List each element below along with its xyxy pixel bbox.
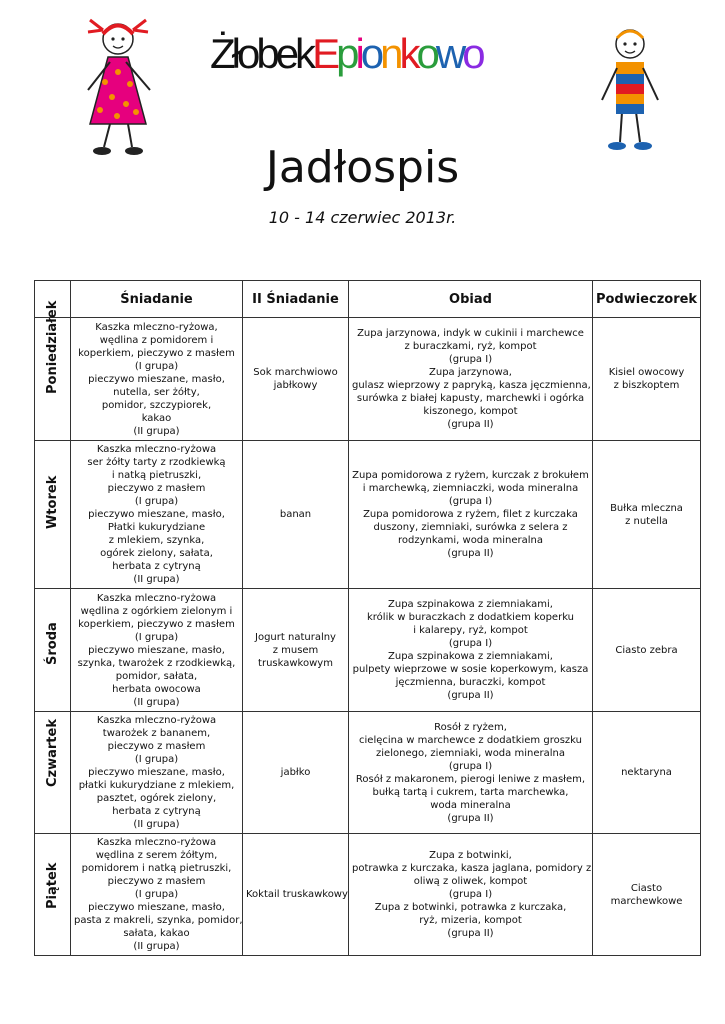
menu-line: Kaszka mleczno-ryżowa, <box>95 321 218 333</box>
menu-line: (grupa II) <box>447 928 494 939</box>
menu-line: Kaszka mleczno-ryżowa <box>96 444 217 455</box>
snack-cell <box>593 441 701 589</box>
menu-line: (II grupa) <box>133 425 180 437</box>
menu-line: oliwą z oliwek, kompot <box>413 876 528 887</box>
menu-line: pulpety wieprzowe w sosie koperkowym, kasza <box>352 664 589 675</box>
menu-line: jabłko <box>280 767 311 778</box>
day-label: Piątek <box>45 862 60 909</box>
menu-body <box>35 300 701 956</box>
menu-line: Zupa pomidorowa z ryżem, kurczak z brokułem <box>352 470 589 481</box>
breakfast-cell <box>71 589 243 712</box>
lunch-cell <box>349 441 593 589</box>
menu-line: pomidor, sałata, <box>115 670 198 682</box>
menu-line: Ciasto <box>630 882 663 894</box>
day-cell <box>35 589 71 712</box>
logo-letter: o <box>462 30 482 77</box>
day-label: Wtorek <box>45 475 60 529</box>
header-snack: Podwieczorek <box>593 281 701 318</box>
menu-line: marchewkowe <box>610 895 683 907</box>
menu-line: (grupa II) <box>447 690 494 701</box>
menu-line: Sok marchwiowo <box>253 367 338 378</box>
second-breakfast-cell <box>243 834 349 956</box>
menu-line: (II grupa) <box>133 941 180 952</box>
snack-cell <box>593 318 701 441</box>
menu-line: twarożek z bananem, <box>102 728 211 739</box>
menu-line: pieczywo mieszane, masło, <box>88 767 225 778</box>
menu-line: wędlina z pomidorem i <box>99 334 214 346</box>
menu-line: (grupa I) <box>448 638 493 649</box>
lunch-cell <box>349 318 593 441</box>
snack-cell <box>593 712 701 834</box>
menu-line: jęczmienna, buraczki, kompot <box>395 677 546 688</box>
menu-line: ogórek zielony, sałata, <box>100 548 213 559</box>
logo-letter: n <box>380 30 400 77</box>
day-label: Czwartek <box>45 719 60 787</box>
menu-line: pieczywo mieszane, masło, <box>88 902 225 913</box>
menu-line: i natką pietruszki, <box>111 470 202 481</box>
menu-line: sałata, kakao <box>123 928 190 939</box>
menu-line: (grupa II) <box>447 419 494 430</box>
menu-line: Zupa jarzynowa, <box>429 367 512 378</box>
menu-line: z nutella <box>625 515 668 527</box>
breakfast-cell <box>71 441 243 589</box>
menu-line: z mlekiem, szynka, <box>108 535 205 546</box>
menu-line: pasta z makreli, szynka, pomidor, <box>74 915 243 926</box>
menu-line: Koktail truskawkowy <box>246 889 348 900</box>
girl-illustration <box>70 12 165 157</box>
lunch-cell <box>349 589 593 712</box>
menu-line: Płatki kukurydziane <box>107 522 206 533</box>
menu-line: królik w buraczkach z dodatkiem koperku <box>366 612 575 623</box>
logo-letter: E <box>312 30 337 77</box>
menu-line: rodzynkami, woda mineralna <box>398 535 543 546</box>
menu-line: Kaszka mleczno-ryżowa <box>96 592 217 604</box>
second-breakfast-cell <box>243 589 349 712</box>
second-breakfast-cell <box>243 318 349 441</box>
table-row <box>35 589 701 712</box>
menu-line: (I grupa) <box>134 496 179 507</box>
menu-line: wędlina z serem żółtym, <box>95 850 218 861</box>
menu-line: koperkiem, pieczywo z masłem <box>78 347 235 359</box>
menu-line: Zupa z botwinki, potrawka z kurczaka, <box>374 902 567 913</box>
menu-line: herbata owocowa <box>112 683 201 695</box>
header-lunch: Obiad <box>349 281 593 318</box>
second-breakfast-cell <box>243 712 349 834</box>
menu-line: Kaszka mleczno-ryżowa <box>96 837 217 848</box>
menu-line: pieczywo mieszane, masło, <box>88 644 225 656</box>
menu-line: ryż, mizeria, kompot <box>419 915 522 926</box>
table-row <box>35 318 701 441</box>
menu-line: (I grupa) <box>134 889 179 900</box>
menu-line: banan <box>279 509 312 520</box>
menu-line: pomidor, szczypiorek, <box>101 399 212 411</box>
menu-line: Zupa z botwinki, <box>429 850 512 861</box>
menu-table <box>34 280 701 956</box>
menu-line: woda mineralna <box>430 799 511 811</box>
day-cell <box>35 712 71 834</box>
logo-letter: k <box>399 30 417 77</box>
lunch-cell <box>349 712 593 834</box>
menu-line: jabłkowy <box>273 380 318 391</box>
menu-line: (grupa II) <box>447 812 494 824</box>
menu-line: nutella, ser żółty, <box>113 386 200 398</box>
menu-line: szynka, twarożek z rzodkiewką, <box>77 657 236 669</box>
menu-line: pieczywo mieszane, masło, <box>88 509 225 520</box>
day-label: Środa <box>45 621 60 665</box>
menu-line: duszony, ziemniaki, surówka z selera z <box>373 522 568 533</box>
menu-line: z buraczkami, ryż, kompot <box>404 341 537 352</box>
menu-line: herbata z cytryną <box>112 806 201 817</box>
boy-illustration <box>590 20 670 155</box>
menu-line: Zupa jarzynowa, indyk w cukinii i marchewce <box>357 328 584 339</box>
logo-letter: i <box>355 30 361 77</box>
menu-line: i marchewką, ziemniaczki, woda mineralna <box>362 483 579 494</box>
day-label: Poniedziałek <box>45 300 60 394</box>
logo-part1: Żłobek <box>210 30 313 77</box>
date-range: 10 - 14 czerwiec 2013r. <box>268 208 457 227</box>
menu-line: (II grupa) <box>133 819 180 830</box>
logo-letter: o <box>360 30 381 77</box>
header-breakfast: Śniadanie <box>71 281 243 318</box>
logo <box>210 30 482 90</box>
table-row <box>35 834 701 956</box>
menu-line: Kisiel owocowy <box>608 367 685 378</box>
menu-line: pieczywo z masłem <box>107 741 206 752</box>
menu-line: pieczywo z masłem <box>107 483 206 494</box>
menu-line: truskawkowym <box>258 657 333 669</box>
menu-line: zielonego, ziemniaki, woda mineralna <box>376 747 565 759</box>
menu-line: (I grupa) <box>134 631 179 643</box>
breakfast-cell <box>71 834 243 956</box>
snack-cell <box>593 589 701 712</box>
menu-line: z musem <box>272 644 319 656</box>
header-second-breakfast: II Śniadanie <box>243 281 349 318</box>
breakfast-cell <box>71 712 243 834</box>
day-cell <box>35 300 71 441</box>
table-row <box>35 712 701 834</box>
menu-line: Jogurt naturalny <box>255 631 336 643</box>
menu-line: płatki kukurydziane z mlekiem, <box>78 780 235 791</box>
menu-line: Zupa pomidorowa z ryżem, filet z kurczaka <box>363 509 578 520</box>
menu-line: (II grupa) <box>133 574 180 585</box>
logo-part2 <box>312 30 482 77</box>
logo-letter: o <box>416 30 436 77</box>
snack-cell <box>593 834 701 956</box>
menu-line: Zupa szpinakowa z ziemniakami, <box>388 651 553 662</box>
logo-letter: p <box>336 30 356 77</box>
menu-line: nektaryna <box>621 767 672 778</box>
menu-line: potrawka z kurczaka, kasza jaglana, pomidory z <box>352 863 592 874</box>
menu-line: Zupa szpinakowa z ziemniakami, <box>388 599 553 610</box>
day-cell <box>35 441 71 589</box>
menu-line: surówka z białej kapusty, marchewki i ogórka <box>356 393 585 404</box>
menu-line: (I grupa) <box>134 360 179 372</box>
menu-line: herbata z cytryną <box>112 561 201 572</box>
menu-line: Ciasto zebra <box>615 644 678 656</box>
menu-line: koperkiem, pieczywo z masłem <box>78 618 235 630</box>
menu-line: i kalarepy, ryż, kompot <box>413 625 528 636</box>
menu-line: cielęcina w marchewce z dodatkiem groszku <box>359 734 582 746</box>
menu-line: (II grupa) <box>133 696 180 708</box>
menu-line: (grupa I) <box>448 760 493 772</box>
menu-line: wędlina z ogórkiem zielonym i <box>80 605 233 617</box>
menu-line: kiszonego, kompot <box>423 406 518 417</box>
breakfast-cell <box>71 318 243 441</box>
second-breakfast-cell <box>243 441 349 589</box>
menu-line: pomidorem i natką pietruszki, <box>81 863 232 874</box>
lunch-cell <box>349 834 593 956</box>
menu-line: Kaszka mleczno-ryżowa <box>96 715 217 726</box>
menu-line: (grupa I) <box>448 889 493 900</box>
logo-letter: w <box>435 30 463 77</box>
page-title: Jadłospis <box>265 142 460 193</box>
menu-line: pasztet, ogórek zielony, <box>96 793 217 804</box>
menu-line: bułką tartą i cukrem, tarta marchewka, <box>372 786 569 798</box>
day-cell <box>35 834 71 956</box>
menu-line: z biszkoptem <box>613 380 680 391</box>
menu-line: Rosół z ryżem, <box>434 721 507 733</box>
menu-line: pieczywo z masłem <box>107 876 206 887</box>
menu-line: kakao <box>141 412 172 424</box>
table-header-row <box>35 281 701 318</box>
menu-line: ser żółty tarty z rzodkiewką <box>87 457 226 468</box>
menu-line: (I grupa) <box>134 754 179 765</box>
menu-line: (grupa I) <box>448 354 493 365</box>
menu-line: gulasz wieprzowy z papryką, kasza jęczmienna, <box>352 380 591 391</box>
menu-line: Rosół z makaronem, pierogi leniwe z masłem, <box>355 773 586 785</box>
table-row <box>35 441 701 589</box>
menu-line: pieczywo mieszane, masło, <box>88 373 225 385</box>
menu-line: Bułka mleczna <box>610 502 683 514</box>
menu-line: (grupa I) <box>448 496 493 507</box>
menu-line: (grupa II) <box>447 548 494 559</box>
